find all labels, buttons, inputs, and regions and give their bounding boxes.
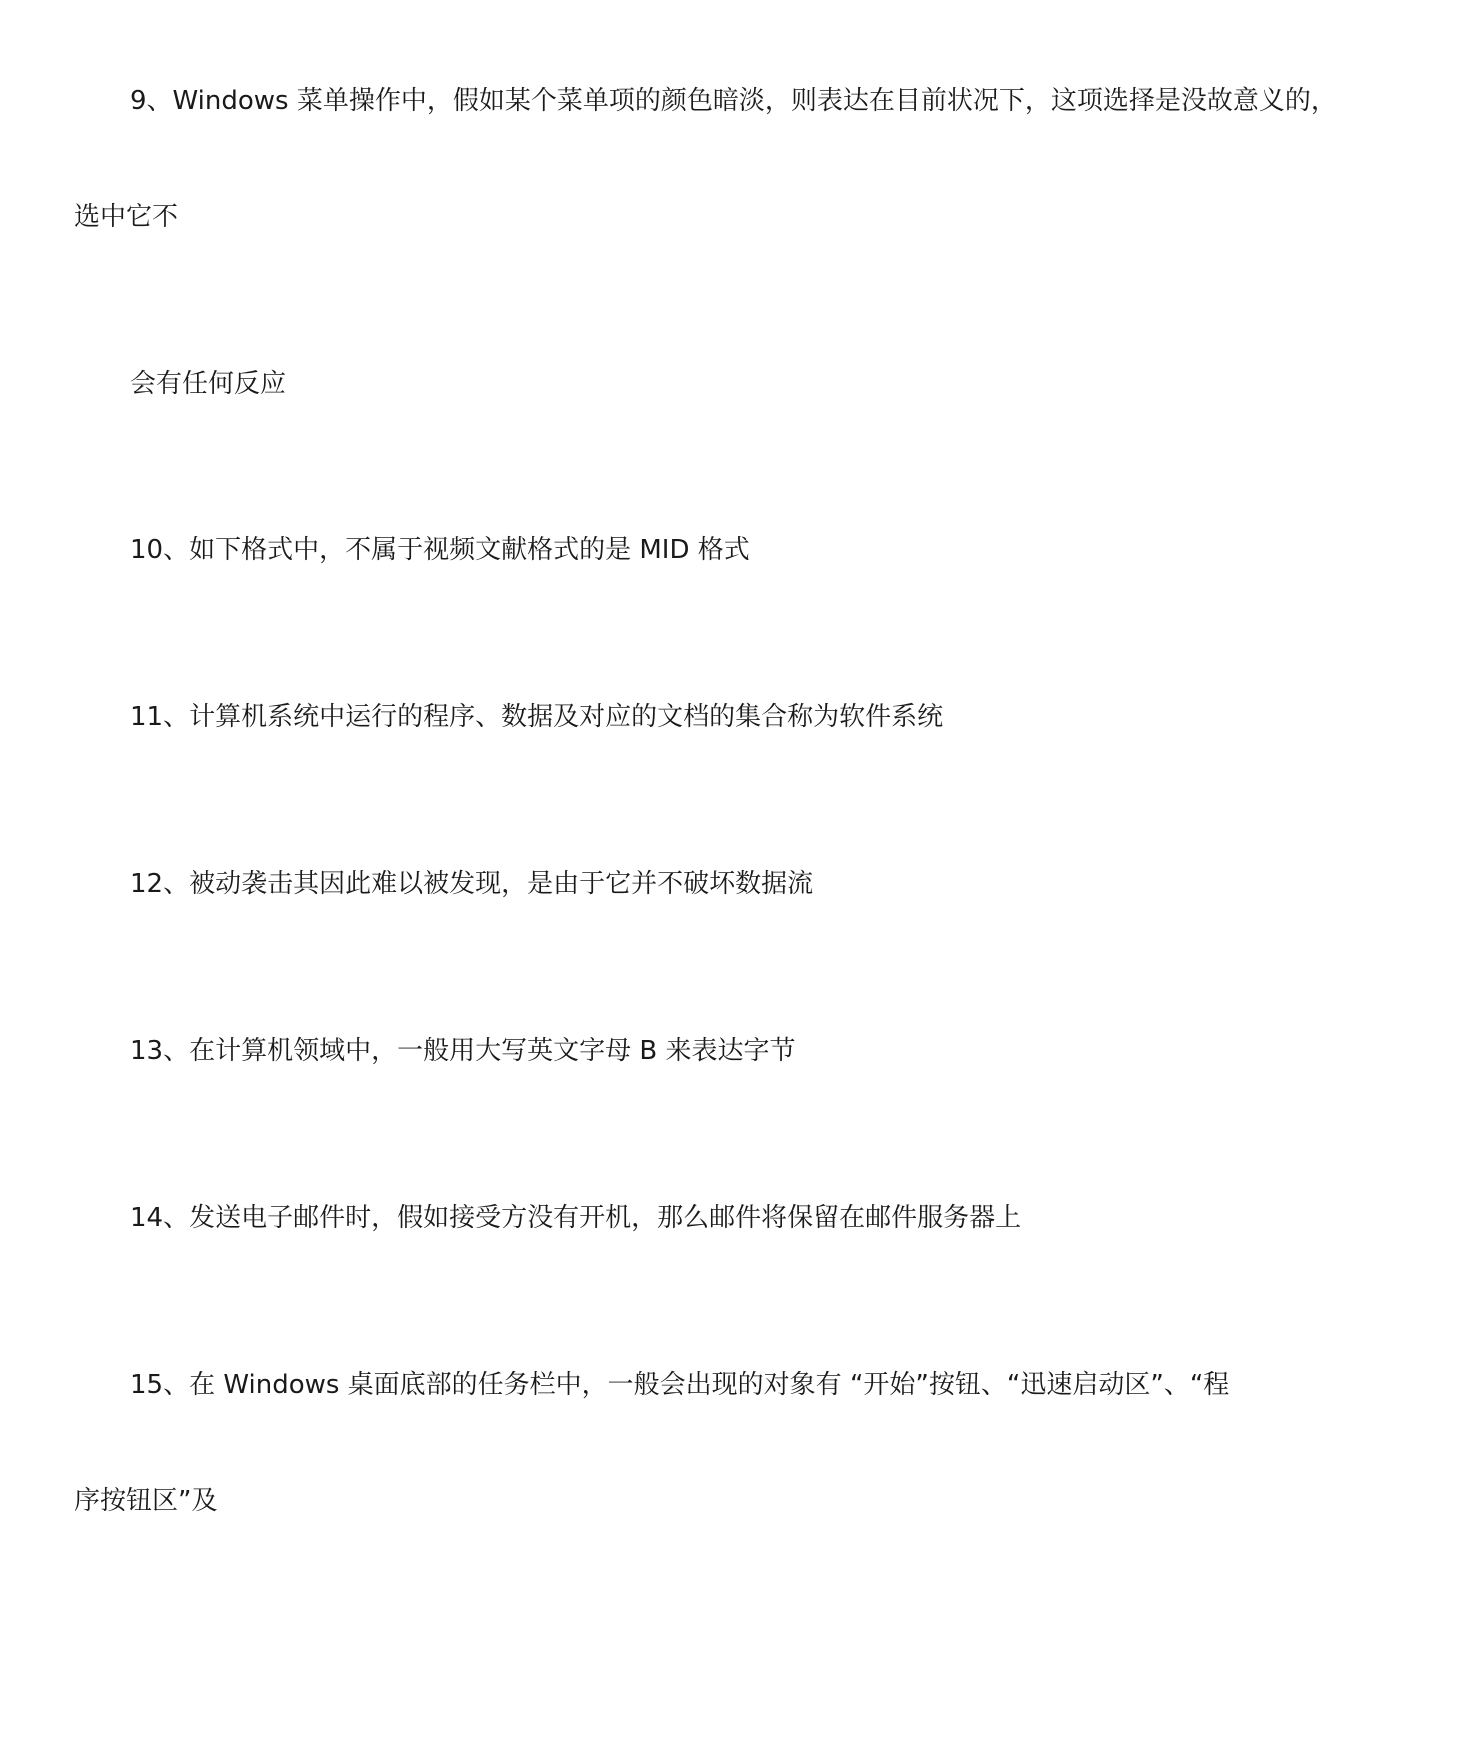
item-15-line-1: 15、在 Windows 桌面底部的任务栏中，一般会出现的对象有 “开始”按钮、“迅速启动区”、“程 <box>130 1370 1230 1400</box>
item-13: 13、在计算机领域中，一般用大写英文字母 B 来表达字节 <box>130 1036 796 1066</box>
item-14: 14、发送电子邮件时，假如接受方没有开机，那么邮件将保留在邮件服务器上 <box>130 1203 1022 1233</box>
item-9-line-1: 9、Windows 菜单操作中，假如某个菜单项的颜色暗淡，则表达在目前状况下，这项选择是没故意义的， <box>130 86 1337 116</box>
item-10: 10、如下格式中，不属于视频文献格式的是 MID 格式 <box>130 535 750 565</box>
item-15-line-2: 序按钮区”及 <box>74 1486 218 1516</box>
item-12: 12、被动袭击其因此难以被发现，是由于它并不破坏数据流 <box>130 869 814 899</box>
item-11: 11、计算机系统中运行的程序、数据及对应的文档的集合称为软件系统 <box>130 702 944 732</box>
item-9-line-2: 选中它不 <box>74 202 179 232</box>
item-9-line-3: 会有任何反应 <box>130 369 287 399</box>
